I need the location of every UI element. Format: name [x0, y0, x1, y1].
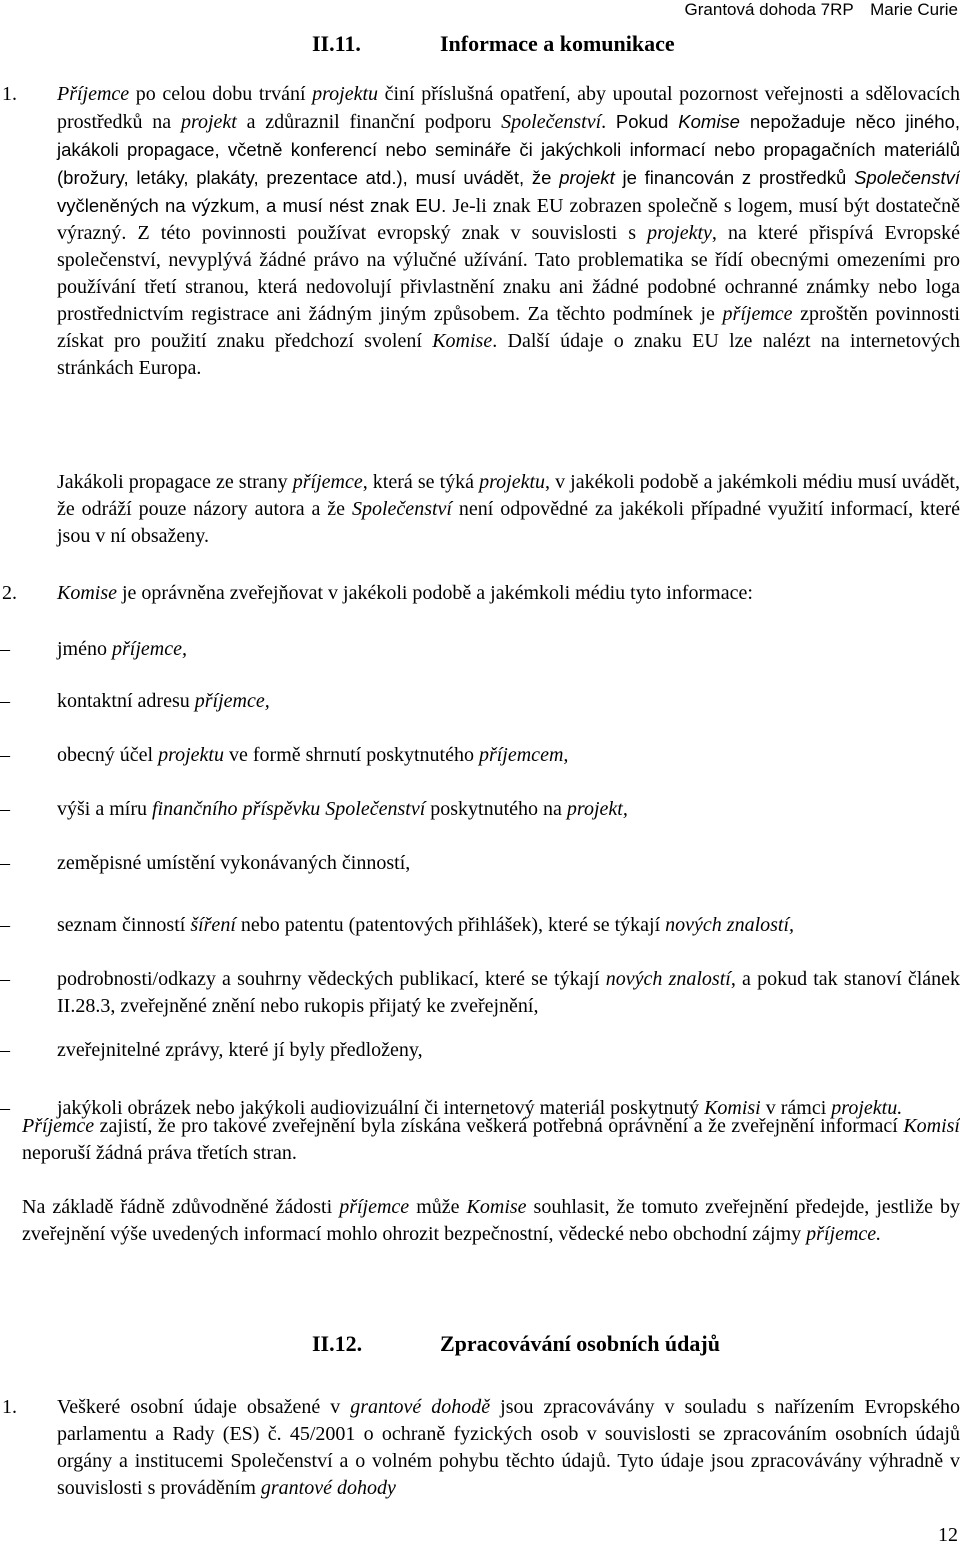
list-dash: –	[0, 690, 10, 712]
list-item	[0, 912, 960, 939]
list-dash: –	[0, 798, 10, 820]
section-title: Zpracovávání osobních údajů	[440, 1331, 720, 1356]
list-item-text: zeměpisné umístění vykonávaných činností,	[57, 852, 411, 874]
list-item-text: jméno příjemce,	[57, 638, 187, 660]
list-dash: –	[0, 914, 10, 936]
list-item	[0, 1037, 960, 1064]
list-item-text: kontaktní adresu příjemce,	[57, 690, 270, 712]
section-title: Informace a komunikace	[440, 31, 675, 56]
paragraph-6: Veškeré osobní údaje obsažené v grantové dohodě jsou zpracovávány v souladu s nařízením Evropského parlamentu a Rady (ES) č. 45/2001 o ochraně fyzických osob v souvislosti se zpracováním osobních údajů orgány a institucemi Společenství a o volném pohybu těchto údajů. Tyto údaje jsou zpracovávány výhradně v souvislosti s prováděním grantové dohody	[57, 1396, 960, 1499]
paragraph-1: Příjemce po celou dobu trvání projektu činí příslušná opatření, aby upoutal pozornost veřejnosti a sdělovacích prostředků na projekt a zdůraznil finanční podporu Společenství. Pokud Komise nepožaduje něco jiného, jakákoli propagace, včetně konferencí nebo semináře či jakýchkoli informací nebo propagačních materiálů (brožury, letáky, plakáty, prezentace atd.), musí uvádět, že projekt je financován z prostředků Společenství vyčleněných na výzkum, a musí nést znak EU. Je-li znak EU zobrazen společně s logem, musí být dostatečně výrazný. Z této povinnosti používat evropský znak v souvislosti s projekty, na které přispívá Evropské společenství, nevyplývá žádné právo na výlučné užívání. Tato problematika se řídí obecnými omezeními pro používání třetí stranou, která nedovolují přivlastnění znaku ani žádné podobné ochranné známky nebo loga prostřednictvím registrace ani žádným jiným způsobem. Za těchto podmínek je příjemce zproštěn povinnosti získat pro použití znaku předchozí svolení Komise. Další údaje o znaku EU lze nalézt na internetových stránkách Europa.	[57, 83, 960, 379]
list-dash: –	[0, 744, 10, 766]
list-item-text: zveřejnitelné zprávy, které jí byly předloženy,	[57, 1039, 423, 1061]
header-grant-agreement: Grantová dohoda 7RP	[684, 0, 854, 19]
list-item-text: obecný účel projektu ve formě shrnutí poskytnutého příjemcem,	[57, 744, 569, 766]
header-programme: Marie Curie	[870, 0, 958, 19]
list-dash: –	[0, 1097, 10, 1119]
paragraph-5: Na základě řádně zdůvodněné žádosti příjemce může Komise souhlasit, že tomuto zveřejnění předejde, jestliže by zveřejnění výše uvedených informací mohlo ohrozit bezpečnostní, vědecké nebo obchodní zájmy příjemce.	[22, 1196, 960, 1245]
list-item-text: výši a míru finančního příspěvku Společenství poskytnutého na projekt,	[57, 798, 628, 820]
list-item	[0, 742, 960, 769]
paragraph-marker: 1.	[2, 1396, 17, 1418]
list-dash: –	[0, 1039, 10, 1061]
paragraph-2: Jakákoli propagace ze strany příjemce, která se týká projektu, v jakékoli podobě a jakémkoli médiu musí uvádět, že odráží pouze názory autora a že Společenství není odpovědné za jakékoli případné využití informací, které jsou v ní obsaženy.	[57, 471, 960, 547]
section-number: II.11.	[312, 31, 361, 56]
list-dash: –	[0, 968, 10, 990]
page-number: 12	[938, 1524, 958, 1546]
list-item	[0, 850, 960, 877]
paragraph-marker: 2.	[2, 582, 17, 604]
paragraph-marker: 1.	[2, 83, 17, 105]
section-number: II.12.	[312, 1331, 363, 1356]
list-item	[0, 688, 960, 715]
list-item	[0, 636, 960, 663]
list-item-text: jakýkoli obrázek nebo jakýkoli audiovizuální či internetový materiál poskytnutý Komisi v rámci projektu.	[57, 1097, 903, 1119]
running-header	[673, 0, 958, 20]
list-dash: –	[0, 852, 10, 874]
paragraph-4: Příjemce zajistí, že pro takové zveřejnění byla získána veškerá potřebná oprávnění a že zveřejnění informací Komisí neporuší žádná práva třetích stran.	[22, 1115, 960, 1164]
list-dash: –	[0, 638, 10, 660]
list-item-text: podrobnosti/odkazy a souhrny vědeckých publikací, které se týkají nových znalostí, a pokud tak stanoví článek II.28.3, zveřejněné znění nebo rukopis přijatý ke zveřejnění,	[57, 968, 960, 1017]
paragraph-3: Komise je oprávněna zveřejňovat v jakékoli podobě a jakémkoli médiu tyto informace:	[57, 582, 753, 604]
list-item-text: seznam činností šíření nebo patentu (patentových přihlášek), které se týkají nových znalostí,	[57, 914, 795, 936]
list-item	[0, 966, 960, 1020]
list-item	[0, 796, 960, 823]
